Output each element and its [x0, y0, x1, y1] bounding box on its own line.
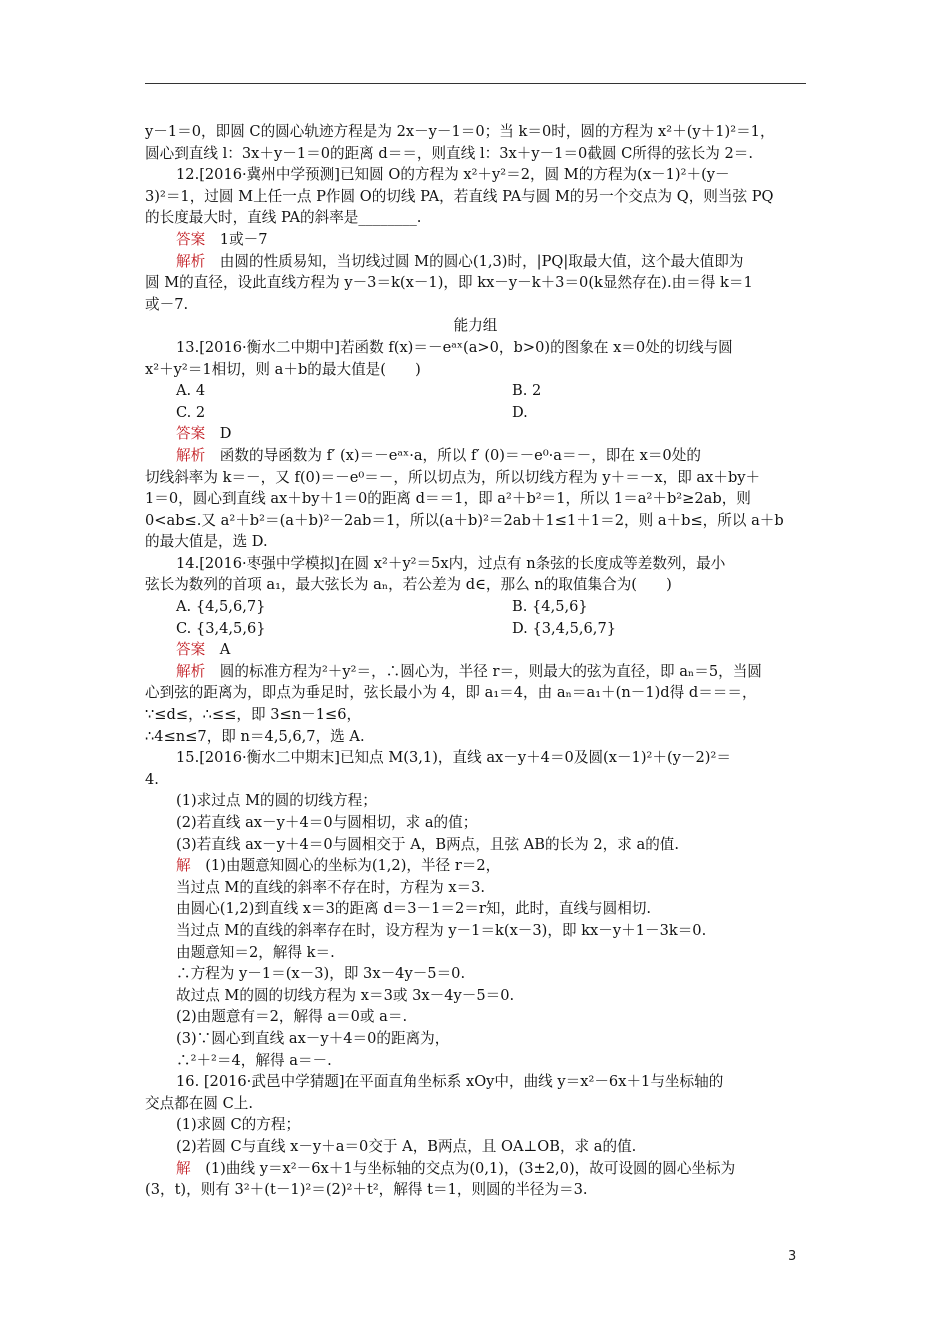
text-line: 16. [2016·武邑中学猜题]在平面直角坐标系 xOy中，曲线 y＝x²－6x＋1与坐标轴的: [176, 1073, 724, 1091]
text-line: (1)求圆 C的方程；: [176, 1116, 301, 1134]
text-line: (2)由题意有＝2，解得 a＝0或 a＝.: [176, 1008, 408, 1026]
text-line: ∴4≤n≤7，即 n＝4,5,6,7，选 A.: [145, 727, 365, 745]
labeled-line: [145, 639, 806, 661]
page-number: 3: [788, 1249, 797, 1264]
line-text: 函数的导函数为 f′ (x)＝－eᵃˣ·a，所以 f′ (0)＝－e⁰·a＝－，即在 x＝0处的: [205, 446, 701, 464]
text-line: (2)若直线 ax－y＋4＝0与圆相切，求 a的值；: [176, 814, 478, 831]
labeled-line: [145, 251, 806, 273]
text-line: 12.[2016·冀州中学预测]已知圆 O的方程为 x²＋y²＝2，圆 M的方程为(x－1)²＋(y－: [176, 166, 730, 184]
text-line: 0<ab≤.又 a²＋b²＝(a＋b)²－2ab＝1，所以(a＋b)²＝2ab＋1≤1＋1＝2，则 a＋b≤，所以 a＋b: [145, 511, 784, 529]
text-line: ∵≤d≤，∴≤≤，即 3≤n－1≤6，: [145, 706, 362, 724]
text-line: ∴方程为 y－1＝(x－3)，即 3x－4y－5＝0.: [176, 965, 466, 983]
text-line: 3)²＝1，过圆 M上任一点 P作圆 O的切线 PA，若直线 PA与圆 M的另一个交点为 Q，则当弦 PQ: [145, 187, 774, 205]
line-text: (1)由题意知圆心的坐标为(1,2)，半径 r＝2，: [190, 857, 501, 875]
choice-option: A. 4: [176, 382, 206, 400]
document-body: [145, 121, 806, 1201]
text-line: 13.[2016·衡水二中期中]若函数 f(x)＝－eᵃˣ(a>0，b>0)的图象在 x＝0处的切线与圆: [176, 338, 733, 356]
text-line: (1)求过点 M的圆的切线方程；: [176, 792, 377, 810]
text-line: (2)若圆 C与直线 x－y＋a＝0交于 A，B两点，且 OA⊥OB，求 a的值.: [176, 1137, 637, 1155]
choice-options-row: [145, 596, 806, 618]
choice-option: A. {4,5,6,7}: [176, 598, 266, 616]
text-line: 当过点 M的直线的斜率不存在时，方程为 x＝3.: [176, 878, 486, 896]
text-line: 切线斜率为 k＝－，又 f(0)＝－e⁰＝－，所以切点为，所以切线方程为 y＋＝－x，即 ax＋by＋: [145, 468, 761, 486]
choice-option: D. {3,4,5,6,7}: [512, 619, 617, 637]
text-line: (3)若直线 ax－y＋4＝0与圆相交于 A，B两点，且弦 AB的长为 2，求 a的值.: [176, 835, 680, 853]
answer-label: 解: [176, 1159, 191, 1177]
header-rule: [145, 83, 806, 84]
text-line: (3，t)，则有 3²＋(t－1)²＝(2)²＋t²，解得 t＝1，则圆的半径为＝3.: [145, 1181, 588, 1199]
text-line: 或－7.: [145, 295, 189, 313]
answer-label: 解析: [176, 446, 206, 464]
line-text: 圆的标准方程为²＋y²＝，∴圆心为，半径 r＝，则最大的弦为直径，即 aₙ＝5，当圆: [205, 662, 762, 680]
text-line: 14.[2016·枣强中学模拟]在圆 x²＋y²＝5x内，过点有 n条弦的长度成等差数列，最小: [176, 554, 726, 572]
labeled-line: [145, 661, 806, 683]
text-line: 心到弦的距离为，即点为垂足时，弦长最小为 4，即 a₁＝4，由 aₙ＝a₁＋(n－1)d得 d＝＝＝，: [145, 684, 757, 702]
text-line: 的长度最大时，直线 PA的斜率是________.: [145, 209, 422, 227]
choice-options-row: [145, 618, 806, 640]
text-line: y－1＝0，即圆 C的圆心轨迹方程是为 2x－y－1＝0；当 k＝0时，圆的方程为 x²＋(y＋1)²＝1，: [145, 123, 775, 140]
text-line: 圆心到直线 l：3x＋y－1＝0的距离 d＝＝，则直线 l：3x＋y－1＝0截圆 C所得的弦长为 2＝.: [145, 144, 754, 162]
text-line: x²＋y²＝1相切，则 a＋b的最大值是( ): [145, 360, 421, 378]
answer-label: 解: [176, 857, 191, 875]
line-text: (1)曲线 y＝x²－6x＋1与坐标轴的交点为(0,1)，(3±2,0)，故可设圆的圆心坐标为: [190, 1159, 736, 1177]
labeled-line: [145, 445, 806, 467]
line-text: A: [205, 641, 231, 659]
section-heading: 能力组: [453, 317, 498, 335]
labeled-line: [145, 1158, 806, 1180]
line-text: D: [205, 425, 232, 443]
labeled-line: [145, 423, 806, 445]
answer-label: 答案: [176, 641, 206, 659]
answer-label: 答案: [176, 425, 206, 443]
choice-options-row: [145, 402, 806, 424]
text-line: 弦长为数列的首项 a₁，最大弦长为 aₙ，若公差为 d∈，那么 n的取值集合为( ): [145, 576, 672, 594]
text-line: 交点都在圆 C上.: [145, 1094, 254, 1112]
choice-option: C. 2: [176, 403, 206, 421]
text-line: 的最大值是，选 D.: [145, 533, 268, 551]
text-line: 当过点 M的直线的斜率存在时，设方程为 y－1＝k(x－3)，即 kx－y＋1－3k＝0.: [176, 921, 707, 939]
answer-label: 解析: [176, 662, 206, 680]
text-line: 15.[2016·衡水二中期末]已知点 M(3,1)，直线 ax－y＋4＝0及圆(x－1)²＋(y－2)²＝: [176, 749, 731, 767]
labeled-line: [145, 855, 806, 877]
text-line: ∴²＋²＝4，解得 a＝－.: [176, 1051, 332, 1069]
text-line: 由题意知＝2，解得 k＝.: [176, 943, 335, 961]
text-line: 圆 M的直径，设此直线方程为 y－3＝k(x－1)，即 kx－y－k＋3＝0(k显然存在).由＝得 k＝1: [145, 274, 753, 292]
text-line: 4.: [145, 770, 159, 788]
labeled-line: [145, 229, 806, 251]
text-line: (3)∵圆心到直线 ax－y＋4＝0的距离为，: [176, 1029, 450, 1047]
text-line: 故过点 M的圆的切线方程为 x＝3或 3x－4y－5＝0.: [176, 986, 515, 1004]
answer-label: 解析: [176, 252, 206, 270]
choice-option: D.: [512, 403, 528, 421]
answer-label: 答案: [176, 230, 206, 248]
choice-option: C. {3,4,5,6}: [176, 619, 266, 637]
choice-option: B. {4,5,6}: [512, 598, 588, 616]
line-text: 由圆的性质易知，当切线过圆 M的圆心(1,3)时，|PQ|取最大值，这个最大值即为: [205, 252, 744, 270]
choice-option: B. 2: [512, 382, 542, 400]
text-line: 由圆心(1,2)到直线 x＝3的距离 d＝3－1＝2＝r知，此时，直线与圆相切.: [176, 900, 652, 918]
text-line: 1＝0，圆心到直线 ax＋by＋1＝0的距离 d＝＝1，即 a²＋b²＝1，所以 1＝a²＋b²≥2ab，则: [145, 490, 751, 508]
choice-options-row: [145, 380, 806, 402]
line-text: 1或－7: [205, 230, 268, 248]
